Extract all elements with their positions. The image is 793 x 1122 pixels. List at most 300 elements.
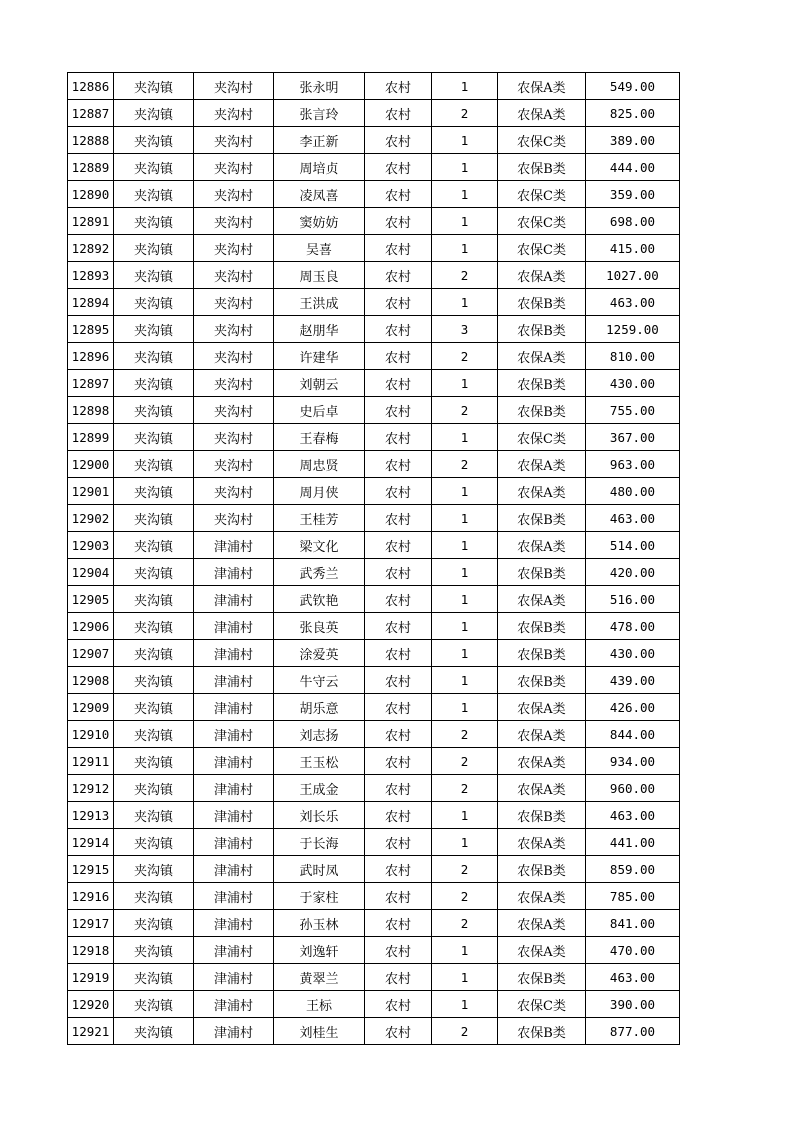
cell-village: 津浦村	[194, 829, 274, 856]
cell-household-type: 农村	[365, 856, 432, 883]
cell-village: 津浦村	[194, 640, 274, 667]
cell-insurance-category: 农保B类	[498, 289, 586, 316]
cell-village: 津浦村	[194, 802, 274, 829]
table-row	[68, 559, 680, 586]
cell-household-type: 农村	[365, 1018, 432, 1045]
cell-household-type: 农村	[365, 910, 432, 937]
table-row	[68, 505, 680, 532]
cell-household-type: 农村	[365, 532, 432, 559]
cell-insurance-category: 农保A类	[498, 775, 586, 802]
cell-town: 夹沟镇	[114, 424, 194, 451]
table-row	[68, 73, 680, 100]
cell-household-type: 农村	[365, 748, 432, 775]
cell-amount: 430.00	[586, 370, 680, 397]
cell-household-type: 农村	[365, 154, 432, 181]
cell-person-name: 刘桂生	[274, 1018, 365, 1045]
cell-person-name: 黄翠兰	[274, 964, 365, 991]
cell-person-name: 周培贞	[274, 154, 365, 181]
cell-insurance-category: 农保A类	[498, 262, 586, 289]
cell-insurance-category: 农保B类	[498, 802, 586, 829]
cell-village: 津浦村	[194, 883, 274, 910]
cell-amount: 963.00	[586, 451, 680, 478]
table-row	[68, 883, 680, 910]
cell-town: 夹沟镇	[114, 289, 194, 316]
cell-person-count: 1	[432, 640, 498, 667]
cell-record-id: 12895	[68, 316, 114, 343]
cell-town: 夹沟镇	[114, 262, 194, 289]
cell-village: 夹沟村	[194, 505, 274, 532]
table-row	[68, 235, 680, 262]
cell-town: 夹沟镇	[114, 451, 194, 478]
cell-town: 夹沟镇	[114, 181, 194, 208]
cell-household-type: 农村	[365, 883, 432, 910]
cell-town: 夹沟镇	[114, 154, 194, 181]
cell-person-count: 1	[432, 694, 498, 721]
cell-person-count: 1	[432, 73, 498, 100]
cell-person-name: 武秀兰	[274, 559, 365, 586]
cell-person-count: 1	[432, 586, 498, 613]
cell-amount: 844.00	[586, 721, 680, 748]
cell-record-id: 12910	[68, 721, 114, 748]
cell-town: 夹沟镇	[114, 1018, 194, 1045]
cell-insurance-category: 农保C类	[498, 424, 586, 451]
cell-person-name: 张言玲	[274, 100, 365, 127]
cell-household-type: 农村	[365, 127, 432, 154]
table-row	[68, 451, 680, 478]
cell-record-id: 12904	[68, 559, 114, 586]
cell-town: 夹沟镇	[114, 883, 194, 910]
cell-person-name: 史后卓	[274, 397, 365, 424]
cell-insurance-category: 农保B类	[498, 613, 586, 640]
cell-household-type: 农村	[365, 478, 432, 505]
table-row	[68, 343, 680, 370]
cell-amount: 463.00	[586, 964, 680, 991]
cell-person-count: 1	[432, 991, 498, 1018]
cell-town: 夹沟镇	[114, 343, 194, 370]
cell-village: 夹沟村	[194, 127, 274, 154]
cell-village: 津浦村	[194, 910, 274, 937]
cell-person-name: 于长海	[274, 829, 365, 856]
cell-person-count: 1	[432, 424, 498, 451]
table-row	[68, 640, 680, 667]
cell-insurance-category: 农保A类	[498, 586, 586, 613]
cell-village: 津浦村	[194, 775, 274, 802]
table-row	[68, 424, 680, 451]
cell-record-id: 12909	[68, 694, 114, 721]
cell-town: 夹沟镇	[114, 937, 194, 964]
cell-village: 夹沟村	[194, 316, 274, 343]
cell-insurance-category: 农保A类	[498, 100, 586, 127]
cell-household-type: 农村	[365, 370, 432, 397]
cell-record-id: 12913	[68, 802, 114, 829]
cell-village: 夹沟村	[194, 154, 274, 181]
cell-village: 夹沟村	[194, 451, 274, 478]
cell-record-id: 12894	[68, 289, 114, 316]
cell-person-name: 梁文化	[274, 532, 365, 559]
cell-person-name: 凌凤喜	[274, 181, 365, 208]
cell-record-id: 12905	[68, 586, 114, 613]
cell-person-name: 刘志扬	[274, 721, 365, 748]
cell-town: 夹沟镇	[114, 802, 194, 829]
cell-person-name: 张良英	[274, 613, 365, 640]
cell-amount: 359.00	[586, 181, 680, 208]
table-row	[68, 181, 680, 208]
cell-amount: 825.00	[586, 100, 680, 127]
cell-insurance-category: 农保A类	[498, 532, 586, 559]
cell-person-count: 2	[432, 883, 498, 910]
table-row	[68, 910, 680, 937]
cell-person-name: 孙玉林	[274, 910, 365, 937]
cell-amount: 367.00	[586, 424, 680, 451]
cell-household-type: 农村	[365, 100, 432, 127]
cell-person-count: 2	[432, 262, 498, 289]
cell-record-id: 12888	[68, 127, 114, 154]
cell-person-name: 胡乐意	[274, 694, 365, 721]
cell-town: 夹沟镇	[114, 775, 194, 802]
cell-insurance-category: 农保A类	[498, 451, 586, 478]
cell-amount: 478.00	[586, 613, 680, 640]
cell-household-type: 农村	[365, 181, 432, 208]
cell-town: 夹沟镇	[114, 127, 194, 154]
cell-town: 夹沟镇	[114, 235, 194, 262]
cell-household-type: 农村	[365, 208, 432, 235]
table-row	[68, 370, 680, 397]
cell-amount: 785.00	[586, 883, 680, 910]
cell-village: 夹沟村	[194, 235, 274, 262]
cell-town: 夹沟镇	[114, 532, 194, 559]
table-row	[68, 667, 680, 694]
cell-person-name: 李正新	[274, 127, 365, 154]
cell-person-count: 1	[432, 289, 498, 316]
cell-person-count: 1	[432, 937, 498, 964]
table-row	[68, 802, 680, 829]
cell-town: 夹沟镇	[114, 505, 194, 532]
table-row	[68, 208, 680, 235]
cell-person-name: 张永明	[274, 73, 365, 100]
cell-village: 夹沟村	[194, 262, 274, 289]
cell-record-id: 12899	[68, 424, 114, 451]
data-table	[67, 72, 680, 1045]
cell-insurance-category: 农保C类	[498, 235, 586, 262]
cell-record-id: 12903	[68, 532, 114, 559]
cell-record-id: 12921	[68, 1018, 114, 1045]
cell-person-count: 1	[432, 208, 498, 235]
cell-amount: 439.00	[586, 667, 680, 694]
cell-village: 津浦村	[194, 964, 274, 991]
cell-person-count: 3	[432, 316, 498, 343]
cell-record-id: 12915	[68, 856, 114, 883]
cell-insurance-category: 农保A类	[498, 343, 586, 370]
table-row	[68, 856, 680, 883]
cell-town: 夹沟镇	[114, 613, 194, 640]
cell-insurance-category: 农保B类	[498, 667, 586, 694]
cell-household-type: 农村	[365, 424, 432, 451]
cell-insurance-category: 农保C类	[498, 181, 586, 208]
cell-record-id: 12920	[68, 991, 114, 1018]
cell-village: 津浦村	[194, 694, 274, 721]
cell-person-count: 2	[432, 451, 498, 478]
cell-insurance-category: 农保B类	[498, 397, 586, 424]
cell-person-count: 2	[432, 1018, 498, 1045]
cell-village: 夹沟村	[194, 73, 274, 100]
table-row	[68, 100, 680, 127]
cell-amount: 441.00	[586, 829, 680, 856]
cell-insurance-category: 农保B类	[498, 154, 586, 181]
cell-person-count: 1	[432, 181, 498, 208]
cell-insurance-category: 农保B类	[498, 505, 586, 532]
cell-person-count: 1	[432, 667, 498, 694]
cell-person-name: 许建华	[274, 343, 365, 370]
cell-village: 津浦村	[194, 532, 274, 559]
cell-person-count: 1	[432, 154, 498, 181]
table-row	[68, 262, 680, 289]
cell-record-id: 12889	[68, 154, 114, 181]
cell-amount: 389.00	[586, 127, 680, 154]
cell-village: 津浦村	[194, 937, 274, 964]
cell-amount: 420.00	[586, 559, 680, 586]
cell-person-count: 2	[432, 775, 498, 802]
table-row	[68, 532, 680, 559]
cell-amount: 480.00	[586, 478, 680, 505]
table-row	[68, 721, 680, 748]
cell-household-type: 农村	[365, 397, 432, 424]
cell-person-count: 2	[432, 910, 498, 937]
cell-person-count: 1	[432, 559, 498, 586]
cell-town: 夹沟镇	[114, 370, 194, 397]
table-row	[68, 937, 680, 964]
cell-insurance-category: 农保A类	[498, 937, 586, 964]
cell-insurance-category: 农保B类	[498, 856, 586, 883]
cell-town: 夹沟镇	[114, 964, 194, 991]
cell-record-id: 12912	[68, 775, 114, 802]
cell-person-name: 涂爱英	[274, 640, 365, 667]
cell-village: 津浦村	[194, 991, 274, 1018]
table-row	[68, 748, 680, 775]
cell-insurance-category: 农保A类	[498, 748, 586, 775]
cell-record-id: 12906	[68, 613, 114, 640]
cell-insurance-category: 农保C类	[498, 208, 586, 235]
cell-town: 夹沟镇	[114, 856, 194, 883]
cell-amount: 755.00	[586, 397, 680, 424]
cell-household-type: 农村	[365, 262, 432, 289]
cell-household-type: 农村	[365, 991, 432, 1018]
cell-record-id: 12898	[68, 397, 114, 424]
cell-amount: 463.00	[586, 505, 680, 532]
cell-household-type: 农村	[365, 775, 432, 802]
cell-person-name: 刘长乐	[274, 802, 365, 829]
cell-person-count: 1	[432, 829, 498, 856]
cell-insurance-category: 农保B类	[498, 964, 586, 991]
cell-town: 夹沟镇	[114, 748, 194, 775]
cell-record-id: 12900	[68, 451, 114, 478]
cell-insurance-category: 农保A类	[498, 73, 586, 100]
cell-village: 夹沟村	[194, 478, 274, 505]
cell-record-id: 12893	[68, 262, 114, 289]
cell-amount: 514.00	[586, 532, 680, 559]
cell-record-id: 12916	[68, 883, 114, 910]
cell-amount: 810.00	[586, 343, 680, 370]
cell-insurance-category: 农保A类	[498, 694, 586, 721]
cell-village: 津浦村	[194, 613, 274, 640]
cell-record-id: 12917	[68, 910, 114, 937]
cell-amount: 426.00	[586, 694, 680, 721]
cell-household-type: 农村	[365, 640, 432, 667]
cell-household-type: 农村	[365, 667, 432, 694]
cell-record-id: 12886	[68, 73, 114, 100]
cell-person-name: 王洪成	[274, 289, 365, 316]
cell-person-count: 1	[432, 370, 498, 397]
cell-insurance-category: 农保A类	[498, 910, 586, 937]
cell-person-name: 王桂芳	[274, 505, 365, 532]
cell-record-id: 12890	[68, 181, 114, 208]
cell-person-count: 1	[432, 478, 498, 505]
cell-record-id: 12919	[68, 964, 114, 991]
cell-village: 夹沟村	[194, 343, 274, 370]
cell-village: 夹沟村	[194, 208, 274, 235]
cell-town: 夹沟镇	[114, 316, 194, 343]
cell-insurance-category: 农保B类	[498, 640, 586, 667]
cell-record-id: 12914	[68, 829, 114, 856]
cell-person-name: 刘逸轩	[274, 937, 365, 964]
cell-village: 夹沟村	[194, 289, 274, 316]
cell-record-id: 12892	[68, 235, 114, 262]
cell-insurance-category: 农保B类	[498, 1018, 586, 1045]
cell-town: 夹沟镇	[114, 910, 194, 937]
cell-person-count: 1	[432, 127, 498, 154]
cell-amount: 841.00	[586, 910, 680, 937]
cell-amount: 877.00	[586, 1018, 680, 1045]
cell-amount: 470.00	[586, 937, 680, 964]
cell-insurance-category: 农保A类	[498, 478, 586, 505]
cell-household-type: 农村	[365, 586, 432, 613]
cell-person-name: 王标	[274, 991, 365, 1018]
cell-town: 夹沟镇	[114, 991, 194, 1018]
cell-household-type: 农村	[365, 559, 432, 586]
cell-village: 夹沟村	[194, 397, 274, 424]
cell-insurance-category: 农保A类	[498, 721, 586, 748]
cell-village: 津浦村	[194, 559, 274, 586]
cell-village: 津浦村	[194, 667, 274, 694]
cell-town: 夹沟镇	[114, 640, 194, 667]
cell-household-type: 农村	[365, 505, 432, 532]
cell-household-type: 农村	[365, 289, 432, 316]
cell-person-name: 窦妨妨	[274, 208, 365, 235]
cell-town: 夹沟镇	[114, 721, 194, 748]
table-row	[68, 1018, 680, 1045]
cell-person-name: 于家柱	[274, 883, 365, 910]
cell-person-name: 周玉良	[274, 262, 365, 289]
table-row	[68, 316, 680, 343]
cell-insurance-category: 农保A类	[498, 829, 586, 856]
cell-person-count: 1	[432, 613, 498, 640]
cell-person-count: 2	[432, 343, 498, 370]
cell-amount: 549.00	[586, 73, 680, 100]
cell-person-name: 王春梅	[274, 424, 365, 451]
cell-person-count: 1	[432, 235, 498, 262]
cell-household-type: 农村	[365, 694, 432, 721]
table-row	[68, 694, 680, 721]
cell-amount: 463.00	[586, 802, 680, 829]
cell-household-type: 农村	[365, 343, 432, 370]
cell-town: 夹沟镇	[114, 208, 194, 235]
table-row	[68, 478, 680, 505]
cell-household-type: 农村	[365, 829, 432, 856]
cell-record-id: 12908	[68, 667, 114, 694]
table-row	[68, 586, 680, 613]
table-row	[68, 964, 680, 991]
cell-village: 夹沟村	[194, 181, 274, 208]
cell-person-name: 周忠贤	[274, 451, 365, 478]
cell-town: 夹沟镇	[114, 559, 194, 586]
cell-person-name: 吴喜	[274, 235, 365, 262]
cell-amount: 859.00	[586, 856, 680, 883]
cell-town: 夹沟镇	[114, 100, 194, 127]
cell-amount: 960.00	[586, 775, 680, 802]
cell-record-id: 12902	[68, 505, 114, 532]
table-row	[68, 775, 680, 802]
cell-amount: 934.00	[586, 748, 680, 775]
table-body	[68, 73, 680, 1045]
cell-household-type: 农村	[365, 721, 432, 748]
cell-amount: 415.00	[586, 235, 680, 262]
cell-village: 津浦村	[194, 721, 274, 748]
cell-household-type: 农村	[365, 802, 432, 829]
cell-household-type: 农村	[365, 964, 432, 991]
cell-person-name: 王玉松	[274, 748, 365, 775]
cell-insurance-category: 农保A类	[498, 883, 586, 910]
cell-town: 夹沟镇	[114, 586, 194, 613]
table-row	[68, 613, 680, 640]
cell-household-type: 农村	[365, 451, 432, 478]
cell-town: 夹沟镇	[114, 478, 194, 505]
cell-amount: 463.00	[586, 289, 680, 316]
cell-household-type: 农村	[365, 613, 432, 640]
table-row	[68, 154, 680, 181]
cell-village: 津浦村	[194, 586, 274, 613]
cell-person-name: 武钦艳	[274, 586, 365, 613]
cell-record-id: 12901	[68, 478, 114, 505]
cell-person-count: 1	[432, 532, 498, 559]
cell-village: 津浦村	[194, 748, 274, 775]
cell-person-count: 2	[432, 100, 498, 127]
cell-village: 夹沟村	[194, 424, 274, 451]
cell-insurance-category: 农保C类	[498, 127, 586, 154]
cell-amount: 1027.00	[586, 262, 680, 289]
cell-person-count: 1	[432, 802, 498, 829]
cell-amount: 390.00	[586, 991, 680, 1018]
cell-person-name: 赵朋华	[274, 316, 365, 343]
cell-town: 夹沟镇	[114, 73, 194, 100]
cell-person-count: 2	[432, 748, 498, 775]
cell-amount: 516.00	[586, 586, 680, 613]
cell-record-id: 12918	[68, 937, 114, 964]
cell-amount: 698.00	[586, 208, 680, 235]
table-row	[68, 127, 680, 154]
cell-amount: 444.00	[586, 154, 680, 181]
cell-person-name: 周月侠	[274, 478, 365, 505]
cell-person-name: 武时凤	[274, 856, 365, 883]
table-row	[68, 397, 680, 424]
cell-person-count: 2	[432, 856, 498, 883]
cell-person-name: 刘朝云	[274, 370, 365, 397]
cell-town: 夹沟镇	[114, 667, 194, 694]
cell-person-count: 1	[432, 505, 498, 532]
cell-person-name: 牛守云	[274, 667, 365, 694]
table-row	[68, 991, 680, 1018]
cell-town: 夹沟镇	[114, 397, 194, 424]
cell-village: 夹沟村	[194, 100, 274, 127]
cell-amount: 1259.00	[586, 316, 680, 343]
